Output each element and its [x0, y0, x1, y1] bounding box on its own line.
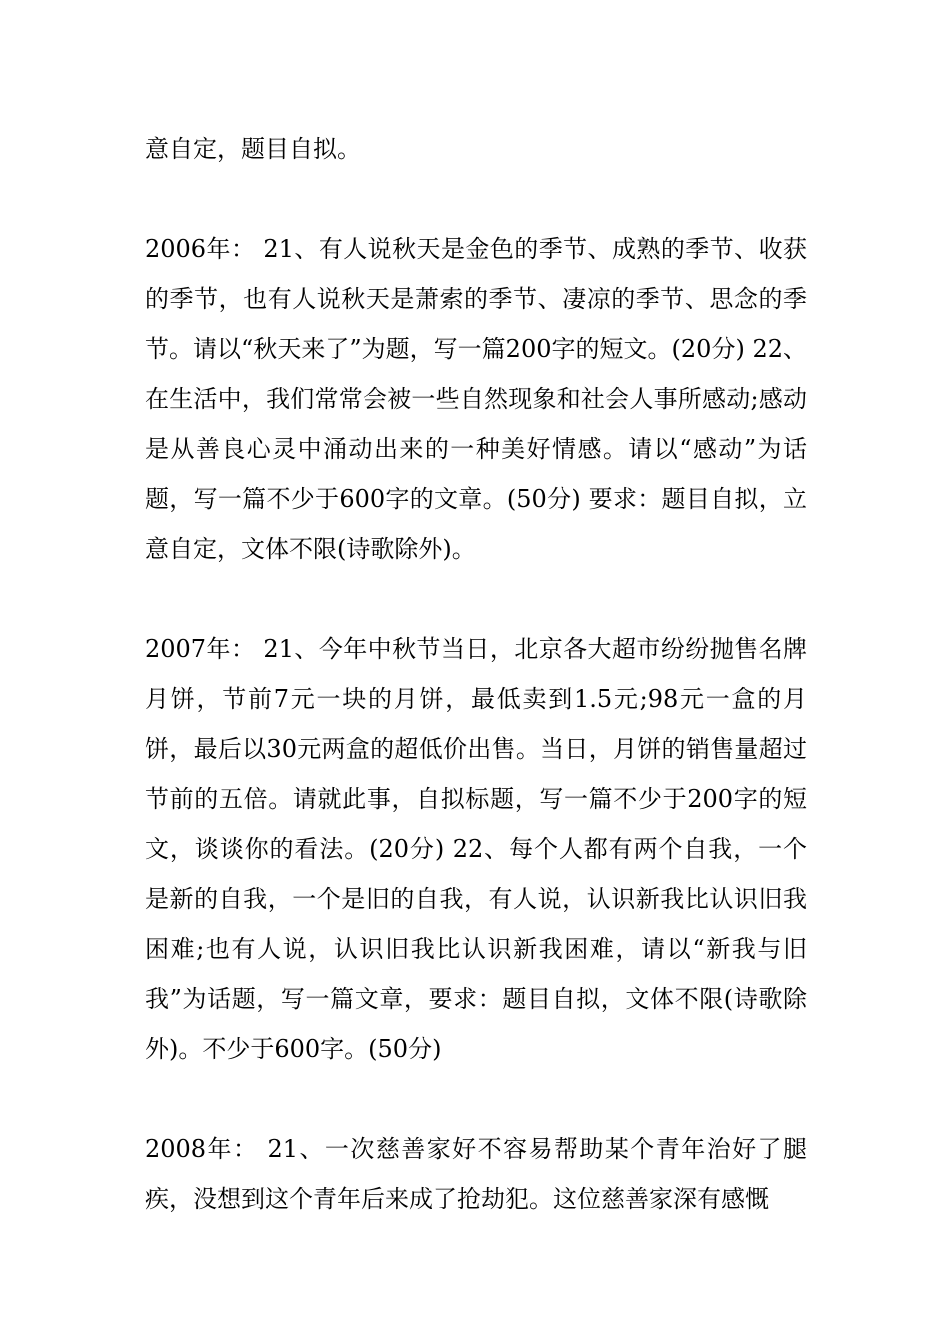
paragraph-spacer: [145, 1074, 807, 1124]
paragraph-2006: 2006年： 21、有人说秋天是金色的季节、成熟的季节、收获的季节，也有人说秋天是萧索的季节、凄凉的季节、思念的季节。请以“秋天来了”为题，写一篇200字的短文。(20分) 22、在生活中，我们常常会被一些自然现象和社会人事所感动;感动是从善良心灵中涌动出来的一种美好情感。请以“感动”为话题，写一篇不少于600字的文章。(50分) 要求：题目自拟，立意自定，文体不限(诗歌除外)。: [145, 235, 807, 563]
paragraph-2007: 2007年： 21、今年中秋节当日，北京各大超市纷纷抛售名牌月饼，节前7元一块的月饼，最低卖到1.5元;98元一盒的月饼，最后以30元两盒的超低价出售。当日，月饼的销售量超过节前的五倍。请就此事，自拟标题，写一篇不少于200字的短文，谈谈你的看法。(20分) 22、每个人都有两个自我，一个是新的自我，一个是旧的自我，有人说，认识新我比认识旧我困难;也有人说，认识旧我比认识新我困难，请以“新我与旧我”为话题，写一篇文章，要求：题目自拟，文体不限(诗歌除外)。不少于600字。(50分): [145, 635, 807, 1063]
paragraph-2008: 2008年： 21、一次慈善家好不容易帮助某个青年治好了腿疾，没想到这个青年后来成了抢劫犯。这位慈善家深有感慨: [145, 1135, 807, 1213]
paragraph-spacer: [145, 574, 807, 624]
paragraph-intro-ending: 意自定，题目自拟。: [145, 135, 361, 163]
document-body: [145, 124, 807, 1224]
paragraph-spacer: [145, 174, 807, 224]
